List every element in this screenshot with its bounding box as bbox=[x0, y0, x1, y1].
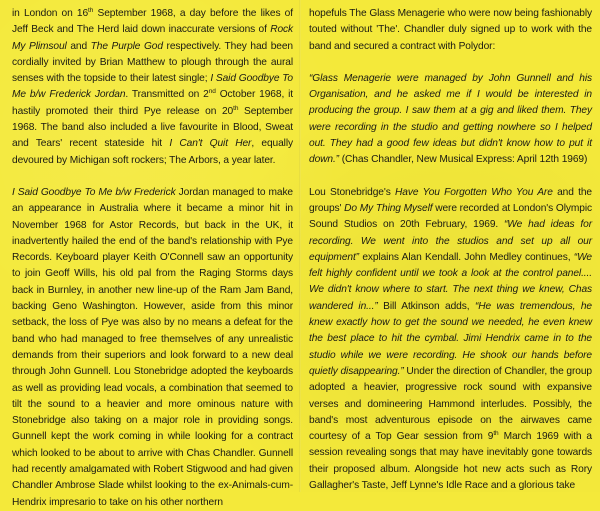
text-run: respectively. They had been cordially invited by Brian Matthew to plough through the aural senses with the topside to their latest single; bbox=[12, 40, 293, 85]
text-run: September 1968, a day before the likes of Jeff Beck and The Herd laid down inaccurate versions of bbox=[12, 8, 293, 36]
text-run: explains Alan Kendall. John Medley continues, bbox=[358, 251, 574, 263]
text-run: . Transmitted on 2 bbox=[125, 89, 209, 101]
page-fold bbox=[299, 0, 301, 492]
song-title: Have You Forgotten Who You Are bbox=[395, 186, 553, 198]
quote: “Glass Menagerie were managed by John Gunnell and his Organisation, and he asked me if I would be interested in producing the group. I saw them at a gig and liked them. They were recording in the studio and getting nowhere so I helped out. They had a good few ideas but didn't know how to put it down.” bbox=[309, 72, 592, 166]
paragraph-pye-session bbox=[12, 6, 293, 169]
paragraph-olympic-studios bbox=[309, 185, 592, 495]
text-run: Under the direction of Chandler, the group adopted a heavier, progressive rock sound with expansive verses and domineering Hammond interludes. Possibly, the band's most adventurous episode on the airwaves came courtesy of a Top Gear session from 9 bbox=[309, 365, 592, 443]
quote: “We felt highly confident until we took a look at the control panel.... We didn't know where to start. The next thing we knew, Chas wandered in...” bbox=[309, 251, 592, 312]
citation: (Chas Chandler, New Musical Express: April 12th 1969) bbox=[338, 154, 588, 166]
text-run: were recorded at London's Olympic Sound Studios on 20th February, 1969. bbox=[309, 202, 592, 231]
quote: “He was tremendous, he knew exactly how to get the sound we needed, he even knew the best place to hit the cymbal. Jimi Hendrix came in to the studio while we were recording. He shook our hands before quietly disappearing.” bbox=[309, 300, 592, 377]
ordinal-suffix: nd bbox=[208, 88, 216, 96]
text-run: March 1969 with a session revealing songs that may have inevitably gone towards their proposed album. Alongside hot new acts such as Rory Gallagher's Taste, Jeff Lynne's Idle Race and a glorious take bbox=[309, 431, 592, 492]
text-run: October 1968, it hastily promoted their third Pye release on 20 bbox=[12, 89, 293, 117]
quote: “We had ideas for recording. We went into the studios and set up all our equipment” bbox=[309, 219, 592, 263]
ordinal-suffix: th bbox=[493, 430, 499, 438]
ordinal-suffix: th bbox=[88, 7, 94, 14]
paragraph-chandler-quote bbox=[309, 71, 592, 169]
paragraph-astor-release bbox=[12, 185, 293, 511]
song-title: I Said Goodbye To Me b/w Frederick bbox=[12, 186, 176, 198]
ordinal-suffix: th bbox=[233, 104, 239, 112]
text-run: Jordan managed to make an appearance in Australia where it became a minor hit in November 1968 for Astor Records, but back in the UK, it inadvertently hailed the end of the band's relationship with Pye Records. Keyboard player Keith O'Connell saw an opportunity to join Geoff Wills, his old pal from the Raging Storms days back in Burnley, in another new line-up of the Ram Jam Band, backing Geno Washington. However, aside from this minor setback, the loss of Pye was also by no means a defeat for the band who had managed to free themselves of any unrealistic demands from their superiors and look forward to a new deal through John Gunnell. Lou Stonebridge adopted the keyboards as well as providing lead vocals, a combination that seemed to tilt the sound to a heavier and more ominous nature with Stonebridge also taking on a major role in providing songs. Gunnell kept the work coming in while looking for a contract which looked to be about to arrive with Chas Chandler. Gunnell had recently amalgamated with Robert Stigwood and had given Chandler Ambrose Slade whilst looking to the ex-Animals-cum-Hendrix impresario to take on his other northern bbox=[12, 186, 293, 508]
song-title: The Purple God bbox=[90, 40, 163, 52]
left-column bbox=[12, 6, 293, 511]
text-run: hopefuls The Glass Menagerie who were now being fashionably touted without 'The'. Chandler duly signed up to work with the band and secured a contract with Polydor: bbox=[309, 8, 592, 52]
text-run: September 1968. The band also included a live favourite in Blood, Sweat and Tears' recent stateside hit bbox=[12, 105, 293, 150]
text-run: Bill Atkinson adds, bbox=[377, 300, 475, 312]
text-run: , equally devoured by Michigan soft rockers; The Arbors, a year later. bbox=[12, 138, 293, 166]
text-run: Lou Stonebridge's bbox=[309, 186, 396, 198]
right-column bbox=[309, 6, 592, 494]
song-title: Do My Thing Myself bbox=[344, 202, 433, 214]
text-run: and bbox=[66, 40, 91, 52]
paragraph-chandler-signing bbox=[309, 6, 592, 55]
song-title: Rock My Plimsoul bbox=[12, 24, 293, 52]
text-run: and the groups' bbox=[309, 186, 592, 214]
song-title: I Said Goodbye To Me b/w Frederick Jordan bbox=[12, 73, 293, 101]
text-run: in London on 16 bbox=[12, 8, 89, 19]
song-title: I Can't Quit Her bbox=[169, 138, 252, 150]
